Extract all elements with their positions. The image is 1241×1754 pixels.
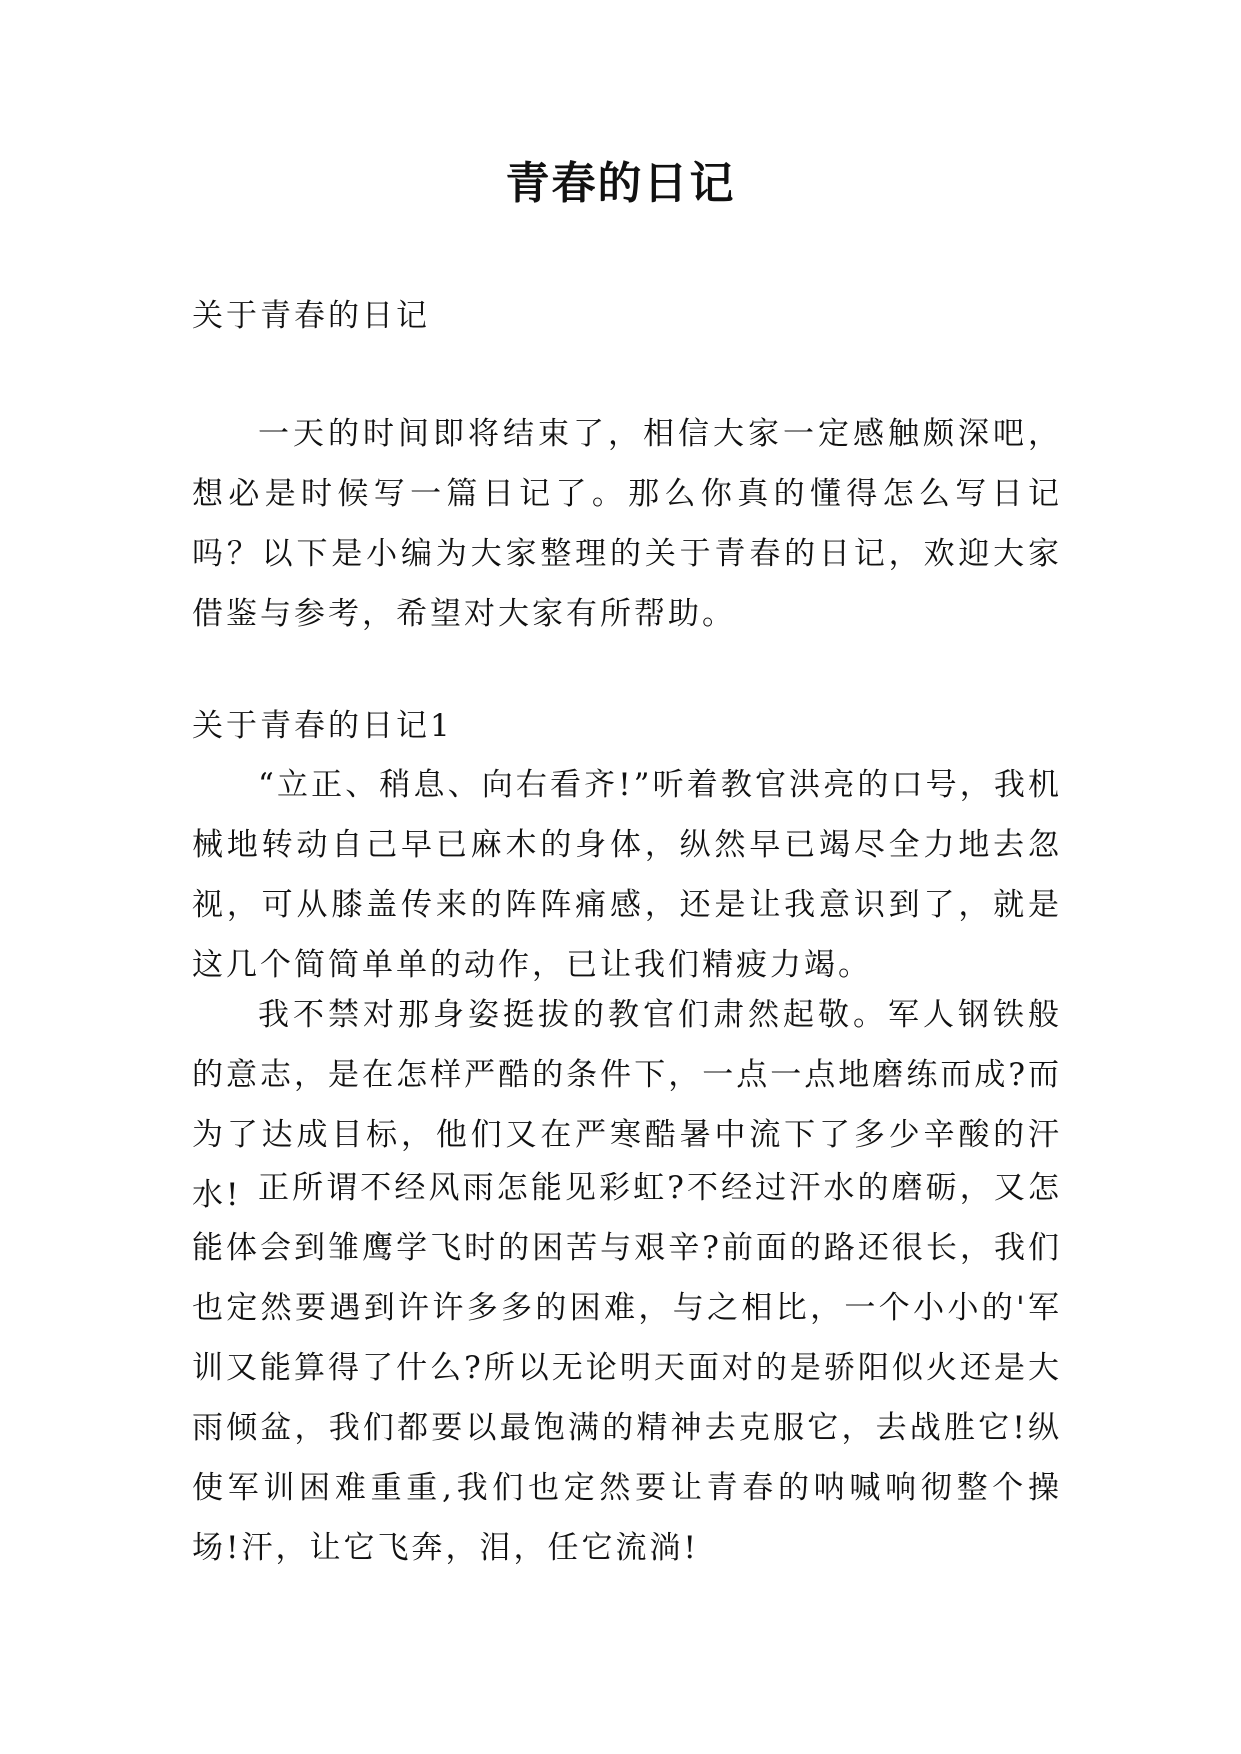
page-title: 青春的日记	[505, 158, 736, 209]
body-paragraph-1: “立正、稍息、向右看齐!”听着教官洪亮的口号，我机械地转动自己早已麻木的身体，纵然早已竭尽全力地去忽视，可从膝盖传来的阵阵痛感，还是让我意识到了，就是这几个简简单单的动作，已让我们精疲力竭。	[192, 767, 1062, 983]
intro-heading: 关于青春的日记	[192, 298, 430, 334]
body-paragraph-3: 正所谓不经风雨怎能见彩虹?不经过汗水的磨砺，又怎能体会到雏鹰学飞时的困苦与艰辛?前面的路还很长，我们也定然要遇到许许多多的困难，与之相比，一个小小的'军训又能算得了什么?所以无论明天面对的是骄阳似火还是大雨倾盆，我们都要以最饱满的精神去克服它，去战胜它!纵使军训困难重重,我们也定然要让青春的呐喊响彻整个操场!汗，让它飞奔，泪，任它流淌!	[192, 1170, 1062, 1566]
intro-paragraph: 一天的时间即将结束了，相信大家一定感触颇深吧，想必是时候写一篇日记了。那么你真的懂得怎么写日记吗？以下是小编为大家整理的关于青春的日记，欢迎大家借鉴与参考，希望对大家有所帮助。	[192, 416, 1062, 632]
body-paragraph-2: 我不禁对那身姿挺拔的教官们肃然起敬。军人钢铁般的意志，是在怎样严酷的条件下，一点一点地磨练而成?而为了达成目标，他们又在严寒酷暑中流下了多少辛酸的汗水!	[192, 997, 1062, 1213]
section-heading: 关于青春的日记1	[192, 708, 453, 744]
